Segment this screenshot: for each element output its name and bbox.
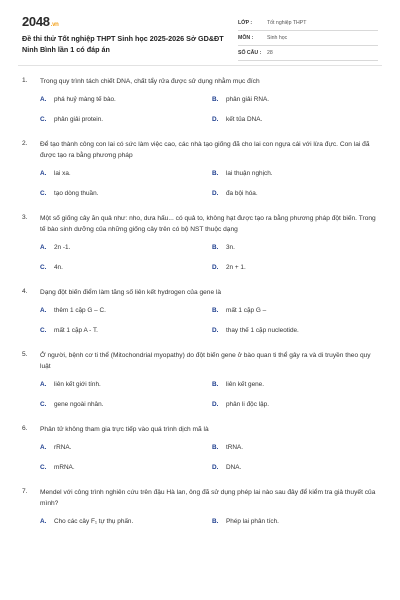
option-letter: C. — [40, 190, 47, 197]
option-letter: C. — [40, 401, 47, 408]
answer-option[interactable] — [40, 115, 212, 125]
answer-option[interactable] — [212, 243, 372, 253]
option-letter: C. — [40, 264, 47, 271]
option-text: thêm 1 cặp G – C. — [54, 307, 106, 314]
option-text: đa bội hóa. — [226, 190, 258, 197]
answer-options — [40, 517, 378, 527]
option-letter: A. — [40, 244, 47, 251]
option-text: 4n. — [54, 264, 63, 271]
option-letter: D. — [212, 327, 219, 334]
option-text: liên kết giới tính. — [54, 381, 101, 388]
answer-option[interactable] — [212, 463, 372, 473]
option-text: 2n + 1. — [226, 264, 246, 271]
option-text: Cho các cây F₁ tự thụ phấn. — [54, 518, 134, 525]
class-row — [238, 16, 378, 31]
answer-options — [40, 380, 378, 410]
exam-info-box — [238, 16, 378, 61]
question-item — [0, 487, 400, 527]
option-letter: B. — [212, 307, 219, 314]
option-letter: C. — [40, 327, 47, 334]
question-count-row — [238, 46, 378, 61]
question-stem: Mendel với công trình nghiên cứu trên đậu Hà lan, ông đã sử dụng phép lai nào sau đây để kiểm tra giả thuyết của mình? — [40, 489, 376, 507]
option-letter: A. — [40, 170, 47, 177]
question-number: 4. — [22, 288, 28, 295]
option-text: phân giải protein. — [54, 116, 104, 123]
option-text: mất 1 cặp G – — [226, 307, 267, 314]
option-letter: B. — [212, 244, 219, 251]
option-letter: A. — [40, 307, 47, 314]
option-text: phân giải RNA. — [226, 96, 269, 103]
option-text: rRNA. — [54, 444, 72, 451]
question-stem: Để tạo thành công con lai có sức làm việc cao, các nhà tạo giống đã cho lai con ngựa cái với lừa đực. Con lai đã được tạo ra bằng phương pháp — [40, 141, 370, 159]
option-text: tRNA. — [226, 444, 244, 451]
question-stem: Trong quy trình tách chiết DNA, chất tẩy rửa được sử dụng nhằm mục đích — [40, 78, 260, 85]
answer-option[interactable] — [40, 463, 212, 473]
answer-option[interactable] — [212, 169, 372, 179]
question-number: 3. — [22, 214, 28, 221]
option-text: tạo dòng thuần. — [54, 190, 99, 197]
option-letter: B. — [212, 444, 219, 451]
question-count-label: SỐ CÂU : — [238, 50, 262, 56]
option-text: liên kết gene. — [226, 381, 265, 388]
answer-option[interactable] — [212, 115, 372, 125]
answer-option[interactable] — [212, 517, 372, 527]
answer-option[interactable] — [212, 95, 372, 105]
class-value: Tốt nghiệp THPT — [267, 20, 307, 26]
header-divider — [18, 65, 382, 66]
option-text: kết tủa DNA. — [226, 116, 263, 123]
answer-option[interactable] — [40, 400, 212, 410]
answer-option[interactable] — [40, 95, 212, 105]
subject-value: Sinh học — [267, 35, 288, 41]
question-item — [0, 287, 400, 336]
option-text: lai xa. — [54, 170, 71, 177]
question-item — [0, 350, 400, 410]
option-text: lai thuận nghịch. — [226, 170, 273, 177]
option-letter: B. — [212, 381, 219, 388]
answer-option[interactable] — [212, 380, 372, 390]
question-stem: Một số giống cây ăn quả như: nho, dưa hấu... có quả to, không hạt được tạo ra bằng phương pháp đột biến. Trong tế bào sinh dưỡng của những giống cây trên có bộ NST thuộc dạng — [40, 215, 376, 233]
option-letter: A. — [40, 444, 47, 451]
question-stem: Phân tử không tham gia trực tiếp vào quá trình dịch mã là — [40, 426, 209, 433]
answer-option[interactable] — [40, 263, 212, 273]
option-text: gene ngoài nhân. — [54, 401, 104, 408]
answer-option[interactable] — [40, 380, 212, 390]
answer-option[interactable] — [212, 326, 372, 336]
question-item — [0, 213, 400, 273]
answer-option[interactable] — [40, 443, 212, 453]
site-logo[interactable] — [22, 14, 59, 29]
question-item — [0, 76, 400, 125]
question-list — [0, 76, 400, 541]
option-text: Phép lai phân tích. — [226, 518, 279, 525]
answer-option[interactable] — [212, 263, 372, 273]
option-text: mất 1 cặp A - T. — [54, 327, 98, 334]
option-letter: A. — [40, 96, 47, 103]
option-letter: B. — [212, 518, 219, 525]
answer-option[interactable] — [40, 306, 212, 316]
option-letter: B. — [212, 170, 219, 177]
question-stem: Ở người, bệnh cơ ti thể (Mitochondrial myopathy) do đột biến gene ở bào quan ti thể gây ra và di truyền theo quy luật — [40, 352, 371, 370]
question-number: 5. — [22, 351, 28, 358]
question-count-value: 28 — [267, 50, 273, 56]
option-text: DNA. — [226, 464, 242, 471]
option-letter: D. — [212, 401, 219, 408]
option-text: 3n. — [226, 244, 235, 251]
option-letter: D. — [212, 190, 219, 197]
option-letter: B. — [212, 96, 219, 103]
subject-label: MÔN : — [238, 35, 254, 41]
answer-option[interactable] — [212, 189, 372, 199]
question-stem: Dạng đột biến điểm làm tăng số liên kết hydrogen của gene là — [40, 289, 222, 296]
document-title: Đề thi thử Tốt nghiệp THPT Sinh học 2025-2026 Sở GD&ĐT Ninh Bình lần 1 có đáp án — [22, 34, 224, 54]
answer-option[interactable] — [40, 189, 212, 199]
logo-suffix: .vn — [50, 22, 59, 28]
option-letter: C. — [40, 464, 47, 471]
question-number: 6. — [22, 425, 28, 432]
answer-options — [40, 169, 378, 199]
answer-option[interactable] — [212, 306, 372, 316]
option-letter: D. — [212, 116, 219, 123]
answer-options — [40, 95, 378, 125]
subject-row — [238, 31, 378, 46]
option-text: thay thế 1 cặp nucleotide. — [226, 327, 299, 334]
question-number: 7. — [22, 488, 28, 495]
answer-options — [40, 443, 378, 473]
option-letter: D. — [212, 264, 219, 271]
logo-text: 2048 — [22, 14, 50, 29]
answer-option[interactable] — [40, 517, 212, 527]
question-number: 1. — [22, 77, 28, 84]
answer-option[interactable] — [212, 400, 372, 410]
answer-option[interactable] — [40, 169, 212, 179]
option-text: phân li độc lập. — [226, 401, 269, 408]
option-text: phá huỷ màng tế bào. — [54, 96, 116, 103]
option-letter: A. — [40, 381, 47, 388]
class-label: LỚP : — [238, 20, 253, 26]
option-letter: C. — [40, 116, 47, 123]
answer-options — [40, 306, 378, 336]
answer-option[interactable] — [40, 243, 212, 253]
answer-option[interactable] — [40, 326, 212, 336]
option-letter: D. — [212, 464, 219, 471]
answer-option[interactable] — [212, 443, 372, 453]
question-item — [0, 139, 400, 199]
option-text: mRNA. — [54, 464, 75, 471]
question-item — [0, 424, 400, 473]
option-letter: A. — [40, 518, 47, 525]
answer-options — [40, 243, 378, 273]
question-number: 2. — [22, 140, 28, 147]
option-text: 2n -1. — [54, 244, 71, 251]
